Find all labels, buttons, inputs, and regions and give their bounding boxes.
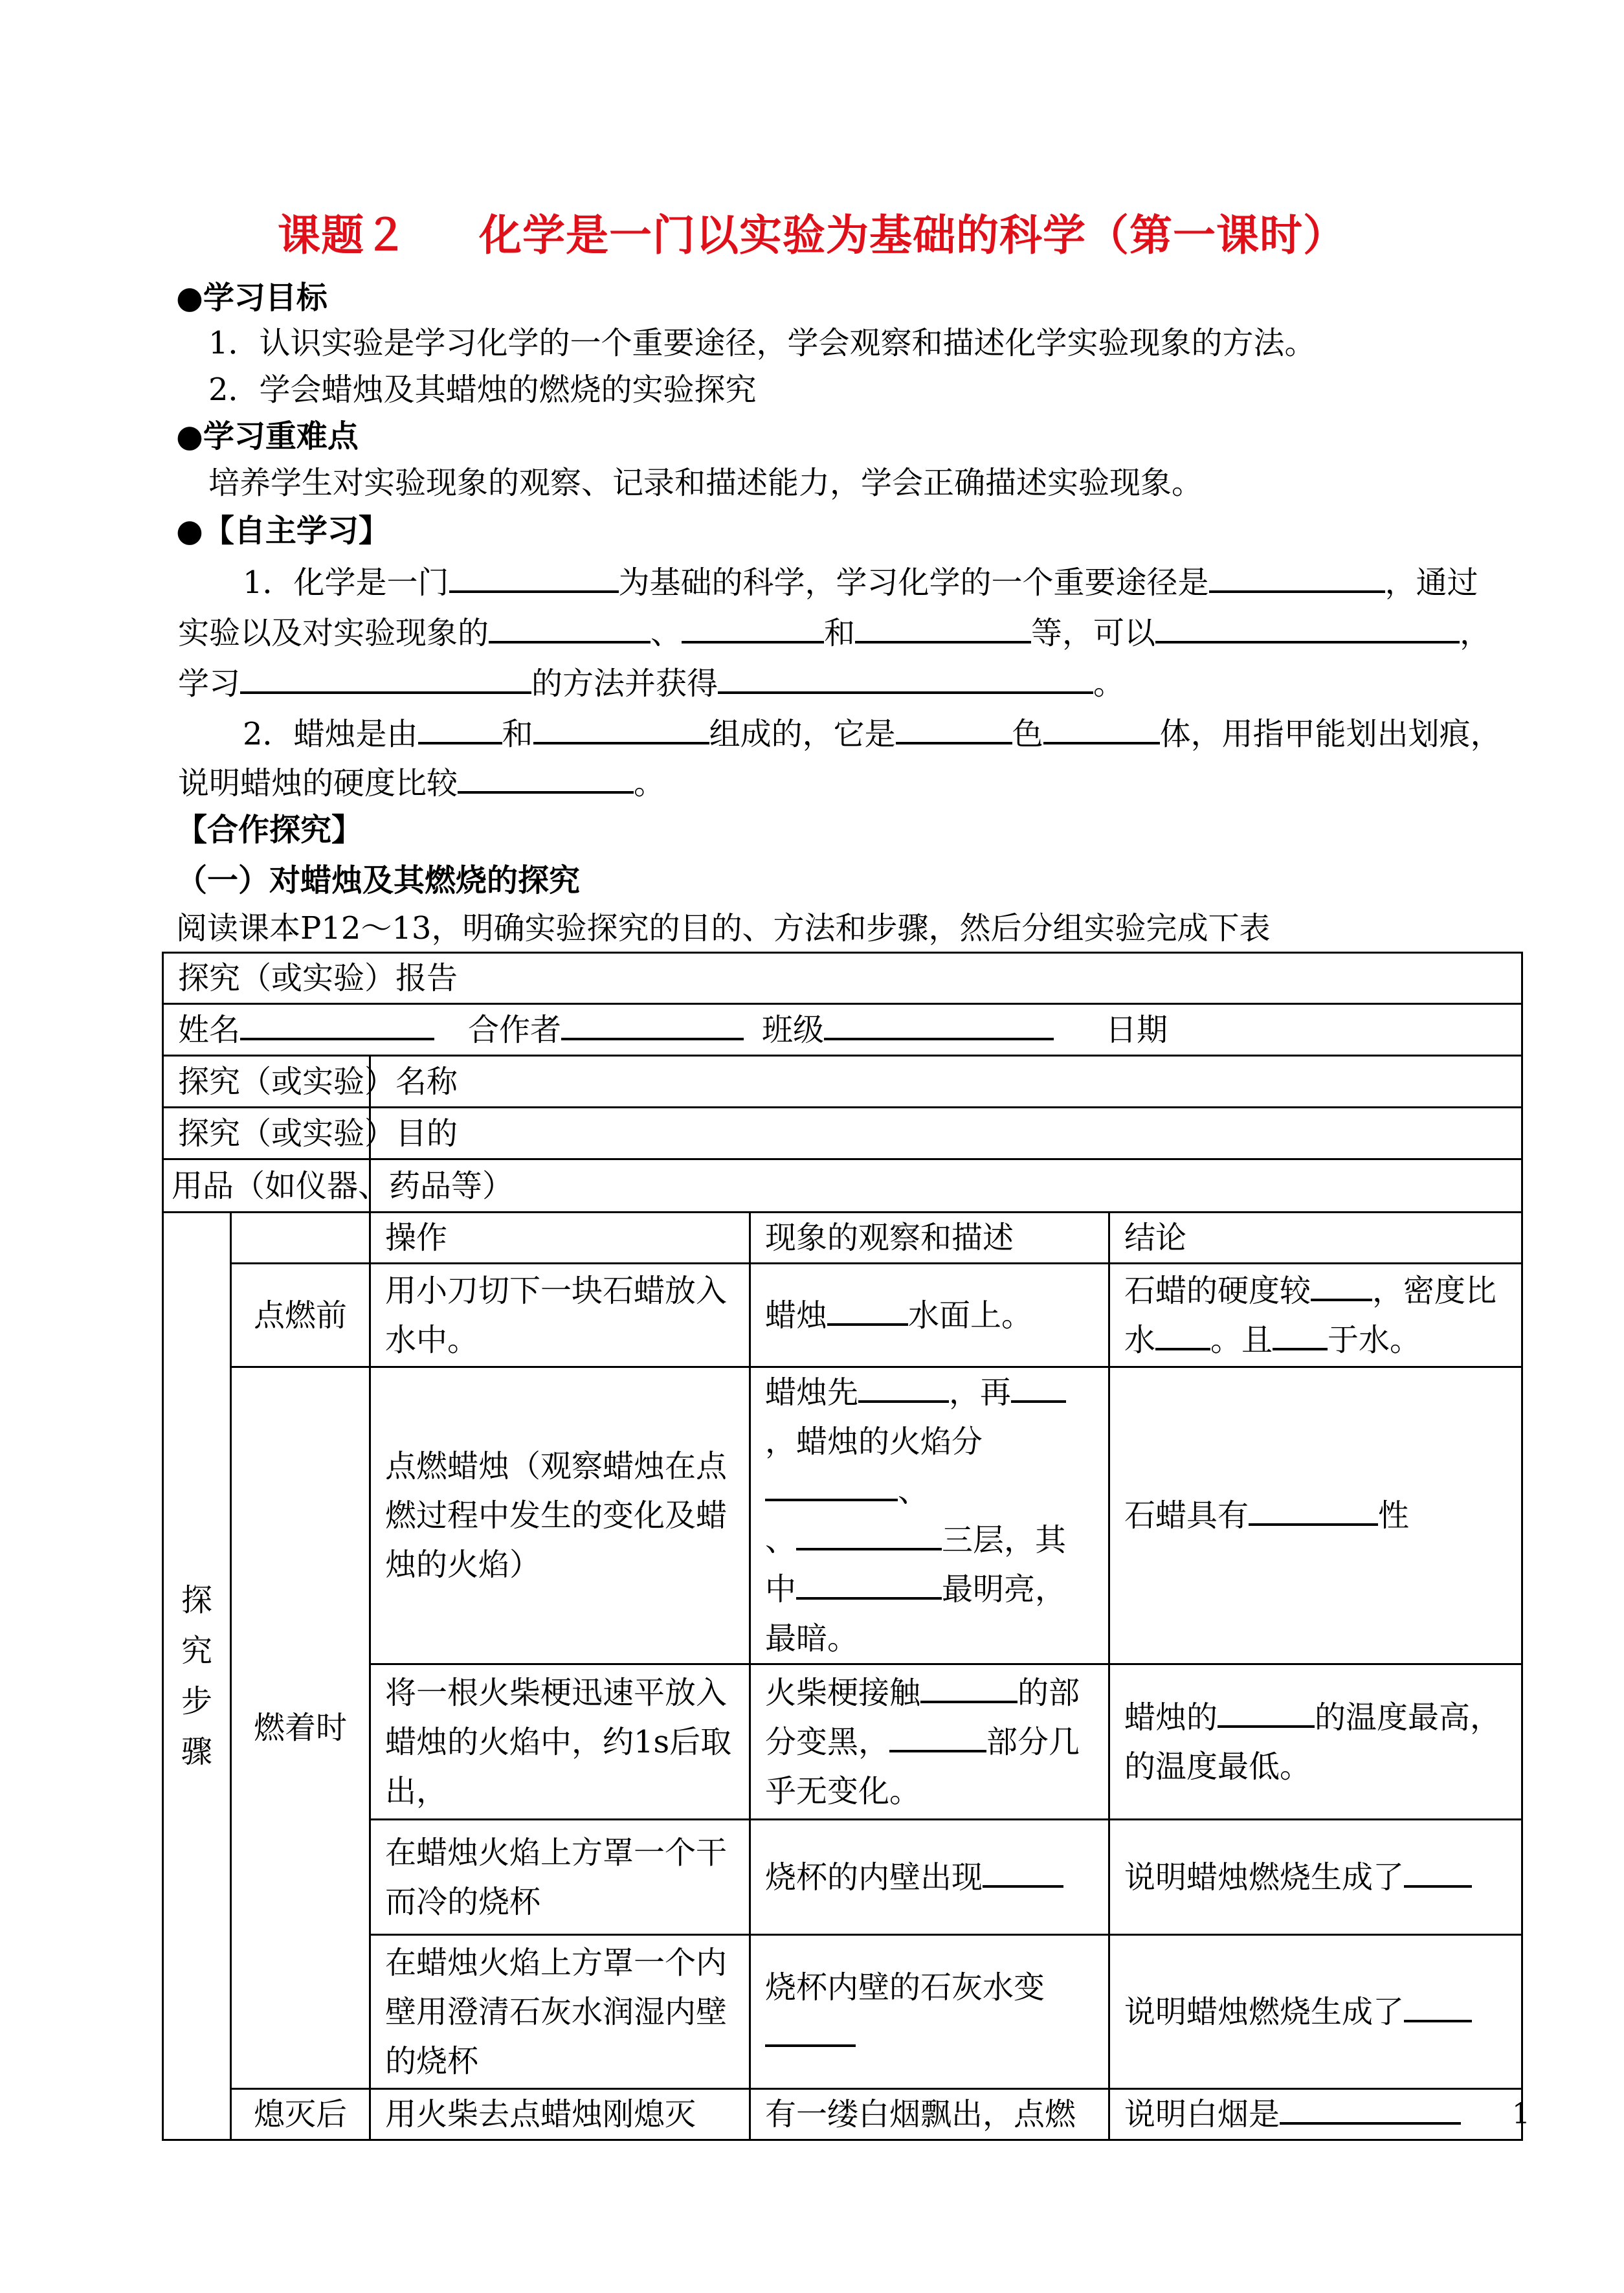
page-number: 1 <box>1512 2097 1530 2131</box>
col-header-conclusion: 结论 <box>1109 1213 1522 1264</box>
r3-observation: 火柴梗接触 的部分变黑， 部分几乎无变化。 <box>750 1664 1109 1820</box>
blank[interactable] <box>458 761 634 794</box>
cooperation-heading: 【合作探究】 <box>176 812 363 848</box>
r2-operation: 点燃蜡烛（观察蜡烛在点燃过程中发生的变化及蜡烛的火焰） <box>370 1367 750 1664</box>
blank[interactable] <box>827 1293 908 1326</box>
partner-blank[interactable] <box>561 1008 744 1040</box>
blank[interactable] <box>1280 2092 1461 2125</box>
exp-purpose-label: 探究（或实验）目的 <box>163 1108 370 1159</box>
report-info-row: 姓名 合作者 班级 日期 <box>163 1004 1522 1056</box>
exp-name-field[interactable] <box>370 1056 1522 1108</box>
self-study-q1-line1: 1．化学是一门 为基础的科学，学习化学的一个重要途径是 ，通过 <box>243 561 1478 602</box>
title-lesson-number: 课题２ <box>278 210 408 260</box>
r3-operation: 将一根火柴梗迅速平放入蜡烛的火焰中，约1s后取出， <box>370 1664 750 1820</box>
objective-item-2: 2．学会蜡烛及其蜡烛的燃烧的实验探究 <box>208 372 757 408</box>
stage-after-label: 熄灭后 <box>231 2089 370 2140</box>
class-blank[interactable] <box>824 1008 1054 1040</box>
blank[interactable] <box>682 611 824 643</box>
report-title: 探究（或实验）报告 <box>163 953 1522 1004</box>
r4-conclusion: 说明蜡烛燃烧生成了 <box>1109 1820 1522 1935</box>
page-title <box>0 201 1624 262</box>
exp-purpose-field[interactable] <box>370 1108 1522 1159</box>
blank[interactable] <box>533 712 709 744</box>
r1-conclusion: 石蜡的硬度较 ，密度比水 。且 于水。 <box>1109 1264 1522 1367</box>
r5-operation: 在蜡烛火焰上方罩一个内壁用澄清石灰水润湿内壁的烧杯 <box>370 1935 750 2089</box>
self-study-q1-line3: 学习 的方法并获得 。 <box>178 662 1124 703</box>
r1-observation: 蜡烛 水面上。 <box>750 1264 1109 1367</box>
blank[interactable] <box>1404 1855 1472 1888</box>
blank[interactable] <box>1155 611 1460 643</box>
r6-conclusion: 说明白烟是 <box>1109 2089 1522 2140</box>
stage-during-label: 燃着时 <box>231 1367 370 2089</box>
self-study-q1-line2: 实验以及对实验现象的 、 和 等，可以 ， <box>178 611 1491 653</box>
col-header-observation: 现象的观察和描述 <box>750 1213 1109 1264</box>
objective-item-1: 1．认识实验是学习化学的一个重要途径，学会观察和描述化学实验现象的方法。 <box>208 325 1316 361</box>
objectives-heading: ●学习目标 <box>176 280 328 316</box>
stage-header-empty <box>231 1213 370 1264</box>
blank[interactable] <box>1218 1695 1315 1728</box>
blank[interactable] <box>718 662 1093 694</box>
steps-label: 探 究 步 骤 <box>181 1582 212 1770</box>
blank[interactable] <box>1249 1493 1378 1526</box>
cooperation-intro: 阅读课本P12～13，明确实验探究的目的、方法和步骤，然后分组实验完成下表 <box>176 910 1271 946</box>
r5-observation: 烧杯内壁的石灰水变 <box>750 1935 1109 2089</box>
blank[interactable] <box>1311 1269 1372 1301</box>
r5-conclusion: 说明蜡烛燃烧生成了 <box>1109 1935 1522 2089</box>
stage-before-label: 点燃前 <box>231 1264 370 1367</box>
blank[interactable] <box>489 611 651 643</box>
r3-conclusion: 蜡烛的 的温度最高，的温度最低。 <box>1109 1664 1522 1820</box>
blank[interactable] <box>920 1671 1018 1703</box>
exp-name-label: 探究（或实验）名称 <box>163 1056 370 1108</box>
r2-conclusion: 石蜡具有 性 <box>1109 1367 1522 1664</box>
key-points-text: 培养学生对实验现象的观察、记录和描述能力，学会正确描述实验现象。 <box>208 465 1203 501</box>
blank[interactable] <box>765 2015 856 2047</box>
cooperation-subheading: （一）对蜡烛及其燃烧的探究 <box>176 862 581 899</box>
r6-observation: 有一缕白烟飘出，点燃 <box>750 2089 1109 2140</box>
blank[interactable] <box>1404 1990 1472 2022</box>
r1-operation: 用小刀切下一块石蜡放入水中。 <box>370 1264 750 1367</box>
blank[interactable] <box>1209 561 1385 593</box>
title-lesson-name: 化学是一门以实验为基础的科学（第一课时） <box>479 210 1346 260</box>
r6-operation: 用火柴去点蜡烛刚熄灭 <box>370 2089 750 2140</box>
self-study-q2-line2: 说明蜡烛的硬度比较 。 <box>178 761 665 803</box>
blank[interactable] <box>1011 1370 1066 1403</box>
key-points-heading: ●学习重难点 <box>176 418 359 454</box>
blank[interactable] <box>449 561 619 593</box>
col-header-operation: 操作 <box>370 1213 750 1264</box>
steps-label-cell <box>163 1213 231 2140</box>
blank[interactable] <box>1273 1318 1328 1350</box>
blank[interactable] <box>896 712 1012 744</box>
blank[interactable] <box>855 611 1031 643</box>
r2-observation: 蜡烛先 ，再，蜡烛的火焰分、 、 三层，其 中 最明亮， 最暗。 <box>750 1367 1109 1664</box>
blank[interactable] <box>765 1469 898 1501</box>
experiment-report-table <box>162 952 1523 2141</box>
self-study-q2-line1: 2．蜡烛是由 和 组成的，它是 色 体，用指甲能划出划痕， <box>243 712 1502 754</box>
supplies-field[interactable] <box>370 1159 1522 1213</box>
blank[interactable] <box>1043 712 1160 744</box>
blank[interactable] <box>240 662 531 694</box>
blank[interactable] <box>418 712 502 744</box>
supplies-label: 用品（如仪器、药品等） <box>163 1159 370 1213</box>
name-blank[interactable] <box>240 1008 434 1040</box>
self-study-heading: ●【自主学习】 <box>176 513 390 549</box>
blank[interactable] <box>858 1370 949 1403</box>
blank[interactable] <box>796 1567 942 1600</box>
blank[interactable] <box>889 1720 986 1752</box>
blank[interactable] <box>983 1855 1063 1888</box>
r4-observation: 烧杯的内壁出现 <box>750 1820 1109 1935</box>
blank[interactable] <box>796 1518 942 1550</box>
blank[interactable] <box>1155 1318 1210 1350</box>
r4-operation: 在蜡烛火焰上方罩一个干而冷的烧杯 <box>370 1820 750 1935</box>
